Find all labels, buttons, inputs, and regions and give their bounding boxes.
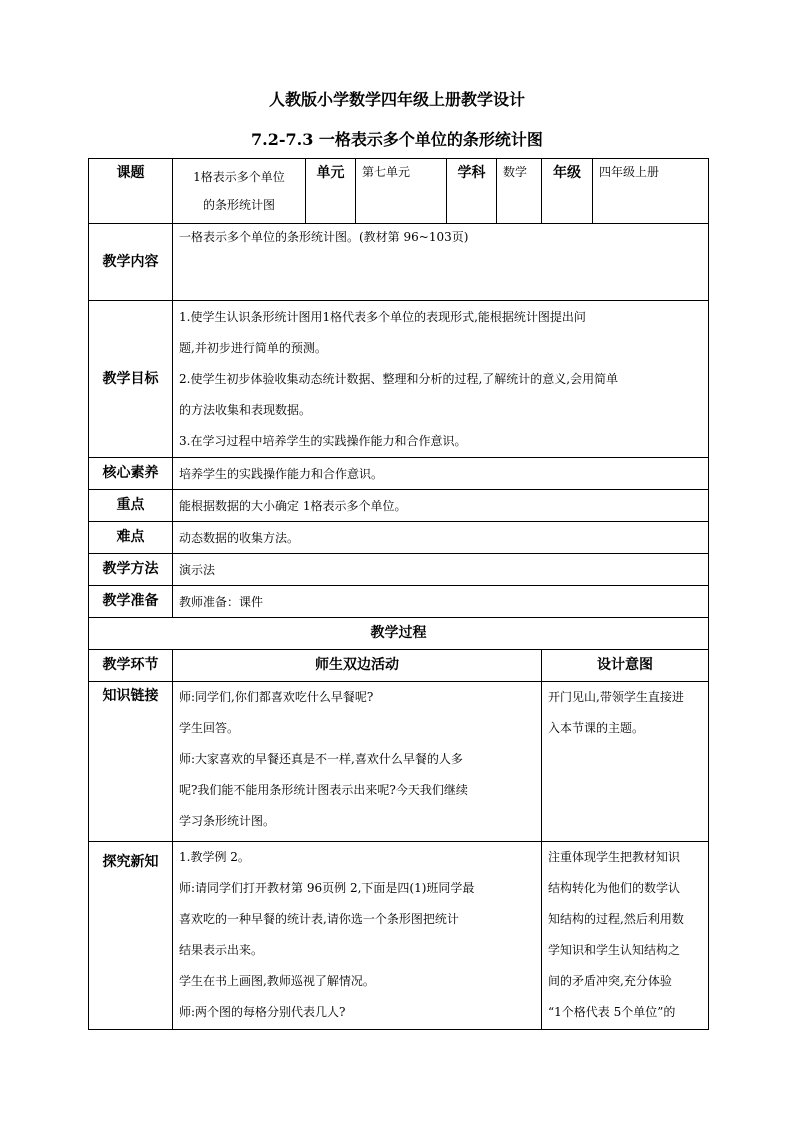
topic-line-1: 1格表示多个单位 (193, 170, 285, 184)
method-text: 演示法 (173, 554, 709, 586)
key-point-label: 重点 (89, 490, 173, 522)
key-point-text: 能根据数据的大小确定 1格表示多个单位。 (173, 490, 709, 522)
content-row (89, 224, 709, 301)
lesson-plan-table (88, 158, 709, 1030)
activity-cell (173, 682, 542, 842)
activity-line: 1.教学例 2。 (179, 850, 250, 864)
prep-row (89, 586, 709, 618)
activity-line: 师:同学们,你们都喜欢吃什么早餐呢? (179, 690, 374, 704)
info-row (89, 159, 709, 224)
goal-line: 3.在学习过程中培养学生的实践操作能力和合作意识。 (179, 433, 467, 448)
activity-line: 学生在书上画图,教师巡视了解情况。 (179, 974, 375, 988)
grade-label: 年级 (542, 159, 593, 224)
subject-label: 学科 (447, 159, 497, 224)
subject-value: 数学 (497, 159, 542, 224)
content-text: 一格表示多个单位的条形统计图。(教材第 96~103页) (173, 224, 709, 301)
activity-cell (173, 842, 542, 1030)
intent-line: “1个格代表 5个单位”的 (548, 1005, 676, 1019)
activity-line: 结果表示出来。 (179, 943, 264, 957)
activity-line: 学生回答。 (179, 721, 240, 735)
col-intent-header: 设计意图 (542, 650, 709, 682)
lesson-subtitle: 7.2-7.3 一格表示多个单位的条形统计图 (251, 130, 543, 149)
intent-line: 注重体现学生把教材知识 (548, 850, 681, 864)
literacy-text: 培养学生的实践操作能力和合作意识。 (173, 458, 709, 490)
intent-cell (542, 682, 709, 842)
difficulty-row (89, 522, 709, 554)
activity-line: 师:大家喜欢的早餐还真是不一样,喜欢什么早餐的人多 (179, 752, 463, 766)
activity-line: 喜欢吃的一种早餐的统计表,请你选一个条形图把统计 (179, 912, 459, 926)
stage-cell: 知识链接 (89, 682, 173, 842)
goals-row (89, 301, 709, 458)
intent-line: 知结构的过程,然后利用数 (548, 912, 684, 926)
method-label: 教学方法 (89, 554, 173, 586)
col-stage-header: 教学环节 (89, 650, 173, 682)
process-title: 教学过程 (89, 618, 709, 650)
goal-line: 2.使学生初步体验收集动态统计数据、整理和分析的过程,了解统计的意义,会用简单 (179, 371, 619, 386)
topic-value (173, 159, 306, 224)
method-row (89, 554, 709, 586)
goals-text (173, 301, 709, 458)
difficulty-label: 难点 (89, 522, 173, 554)
goals-label: 教学目标 (89, 301, 173, 458)
document-title: 人教版小学数学四年级上册教学设计 (268, 90, 525, 109)
activity-line: 师:两个图的每格分别代表几人? (179, 1005, 346, 1019)
goal-line: 的方法收集和表现数据。 (179, 402, 312, 417)
intent-line: 间的矛盾冲突,充分体验 (548, 974, 672, 988)
intent-line: 入本节课的主题。 (548, 721, 645, 735)
goal-line: 1.使学生认识条形统计图用1格代表多个单位的表现形式,能根据统计图提出问 (179, 309, 586, 324)
stage-cell: 探究新知 (89, 842, 173, 1030)
unit-label: 单元 (306, 159, 356, 224)
prep-label: 教学准备 (89, 586, 173, 618)
literacy-label: 核心素养 (89, 458, 173, 490)
col-activity-header: 师生双边活动 (173, 650, 542, 682)
difficulty-text: 动态数据的收集方法。 (173, 522, 709, 554)
activity-line: 学习条形统计图。 (179, 814, 276, 828)
intent-cell (542, 842, 709, 1030)
unit-value: 第七单元 (356, 159, 447, 224)
intent-line: 开门见山,带领学生直接进 (548, 690, 684, 704)
literacy-row (89, 458, 709, 490)
activity-line: 师:请同学们打开教材第 96页例 2,下面是四(1)班同学最 (179, 881, 475, 895)
intent-line: 结构转化为他们的数学认 (548, 881, 681, 895)
activity-line: 呢?我们能不能用条形统计图表示出来呢?今天我们继续 (179, 783, 468, 797)
prep-text: 教师准备：课件 (173, 586, 709, 618)
intent-line: 学知识和学生认知结构之 (548, 943, 681, 957)
goal-line: 题,并初步进行简单的预测。 (179, 340, 327, 355)
content-label: 教学内容 (89, 224, 173, 301)
topic-line-2: 的条形统计图 (202, 198, 275, 212)
process-title-row (89, 618, 709, 650)
key-point-row (89, 490, 709, 522)
grade-value: 四年级上册 (593, 159, 709, 224)
process-row (89, 842, 709, 1030)
process-header-row (89, 650, 709, 682)
topic-label: 课题 (89, 159, 173, 224)
process-row (89, 682, 709, 842)
